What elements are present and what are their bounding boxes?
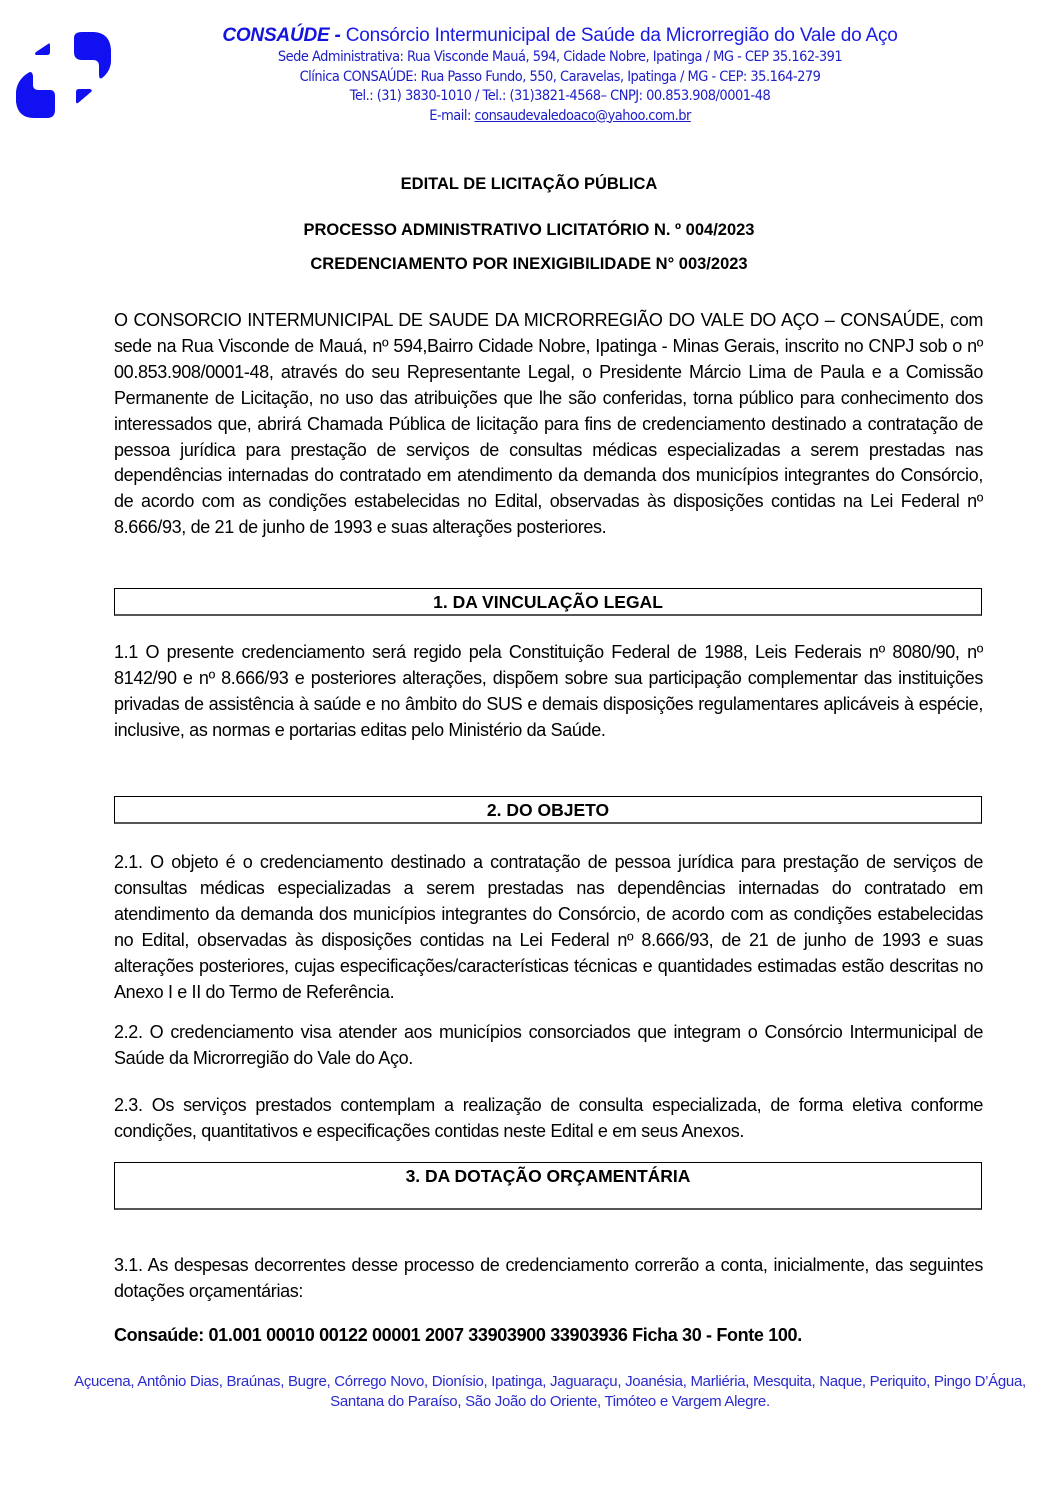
brand-name: CONSAÚDE -	[222, 25, 341, 46]
process-number: PROCESSO ADMINISTRATIVO LICITATÓRIO N. º 004/2023	[303, 221, 755, 239]
footer-municipalities: Açucena, Antônio Dias, Braúnas, Bugre, Córrego Novo, Dionísio, Ipatinga, Jaguaraçu, Joanésia, Marliéria, Mesquita, Naque, Periquito, Pingo D’Água, Santana do Paraíso, São João do Oriente, Timóteo e Vargem Alegre.	[74, 1373, 1026, 1410]
email-label: E-mail:	[429, 107, 475, 124]
email-line	[216, 107, 904, 127]
accreditation-number: CREDENCIAMENTO POR INEXIGIBILIDADE N° 003/2023	[310, 255, 748, 273]
paragraph-2-1: 2.1. O objeto é o credenciamento destinado a contratação de pessoa jurídica para prestação de serviços de consultas médicas especializadas a serem prestadas nas dependências internadas do contratado em atendimento da demanda dos municípios integrantes do Consórcio, de acordo com as condições estabelecidas no Edital, observadas às disposições contidas na Lei Federal nº 8.666/93, de 21 de junho de 1993 e suas alterações posteriores, cujas especificações/características técnicas e quantidades estimadas estão descritas no Anexo I e II do Termo de Referência.	[114, 852, 983, 1002]
clinica-address: Clínica CONSAÚDE: Rua Passo Fundo, 550, Caravelas, Ipatinga / MG - CEP: 35.164-279	[299, 68, 821, 85]
paragraph-2-3: 2.3. Os serviços prestados contemplam a realização de consulta especializada, de forma eletiva conforme condições, quantitativos e especificações contidas neste Edital e em seus Anexos.	[114, 1095, 983, 1141]
paragraph-2-2: 2.2. O credenciamento visa atender aos municípios consorciados que integram o Consórcio Intermunicipal de Saúde da Microrregião do Vale do Aço.	[114, 1022, 983, 1068]
consaude-logo-icon	[12, 30, 112, 120]
letterhead-title	[190, 24, 930, 48]
document-title: EDITAL DE LICITAÇÃO PÚBLICA	[400, 175, 658, 193]
section-heading-vinculacao-legal: 1. DA VINCULAÇÃO LEGAL	[114, 588, 982, 616]
organization-name: Consórcio Intermunicipal de Saúde da Microrregião do Vale do Aço	[340, 25, 898, 46]
paragraph-1-1: 1.1 O presente credenciamento será regido pela Constituição Federal de 1988, Leis Federais nº 8080/90, nº 8142/90 e nº 8.666/93 e posteriores alterações, dispõem sobre sua participação complementar das instituições privadas de assistência à saúde e no âmbito do SUS e demais disposições regulamentares aplicáveis à espécie, inclusive, as normas e portarias editas pelo Ministério da Saúde.	[114, 642, 983, 740]
section-heading-dotacao-orcamentaria: 3. DA DOTAÇÃO ORÇAMENTÁRIA	[114, 1162, 982, 1210]
section-heading-objeto: 2. DO OBJETO	[114, 796, 982, 824]
letterhead	[190, 24, 930, 126]
sede-address: Sede Administrativa: Rua Visconde Mauá, 594, Cidade Nobre, Ipatinga / MG - CEP 35.162-391	[277, 49, 843, 65]
paragraph-3-1: 3.1. As despesas decorrentes desse processo de credenciamento correrão a conta, inicialmente, das seguintes dotações orçamentárias:	[114, 1255, 983, 1301]
budget-allocation: Consaúde: 01.001 00010 00122 00001 2007 33903900 33903936 Ficha 30 - Fonte 100.	[114, 1325, 802, 1345]
contact-phones: Tel.: (31) 3830-1010 / Tel.: (31)3821-4568– CNPJ: 00.853.908/0001-48	[349, 88, 771, 104]
email-link[interactable]: consaudevaledoaco@yahoo.com.br	[474, 107, 691, 124]
intro-paragraph: O CONSORCIO INTERMUNICIPAL DE SAUDE DA MICRORREGIÃO DO VALE DO AÇO – CONSAÚDE, com sede na Rua Visconde de Mauá, nº 594,Bairro Cidade Nobre, Ipatinga - Minas Gerais, inscrito no CNPJ sob o nº 00.853.908/0001-48, através do seu Representante Legal, o Presidente Márcio Lima de Paula e a Comissão Permanente de Licitação, no uso das atribuições que lhe são conferidas, torna público para conhecimento dos interessados que, abrirá Chamada Pública de licitação para fins de credenciamento destinado a contratação de pessoa jurídica para prestação de serviços de consultas médicas especializadas a serem prestadas nas dependências internadas do contratado em atendimento da demanda dos municípios integrantes do Consórcio, de acordo com as condições estabelecidas no Edital, observadas às disposições contidas na Lei Federal nº 8.666/93, de 21 de junho de 1993 e suas alterações posteriores.	[114, 310, 983, 538]
